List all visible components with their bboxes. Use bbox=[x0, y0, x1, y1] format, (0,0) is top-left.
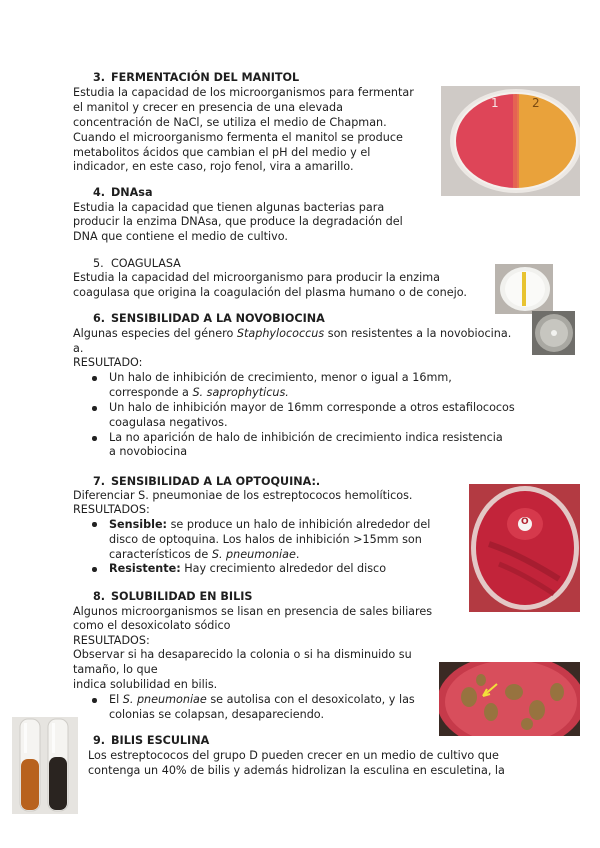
s7-bullet-1-line-3: característicos de S. pneumoniae. bbox=[109, 548, 300, 561]
s8-obs-line-3: indica solubilidad en bilis. bbox=[73, 678, 218, 691]
s8-bullet-1-line-1: El S. pneumoniae se autolisa con el desoxicolato, y las bbox=[109, 693, 415, 706]
s4-line-2: producir la enzima DNAsa, que produce la degradación del bbox=[73, 215, 403, 228]
section-7-title: SENSIBILIDAD A LA OPTOQUINA:. bbox=[111, 475, 321, 488]
section-5-number: 5. bbox=[93, 257, 104, 270]
bullet-dot bbox=[92, 567, 97, 572]
section-9-title: BILIS ESCULINA bbox=[111, 734, 210, 747]
section-4-heading bbox=[93, 185, 153, 200]
plate-label-2: 2 bbox=[532, 96, 540, 110]
s6-bullet-2-line-2: coagulasa negativos. bbox=[109, 416, 228, 429]
bile-solubility-photo bbox=[439, 662, 580, 736]
s6-line-1: Algunas especies del género Staphylococcus son resistentes a la novobiocina. bbox=[73, 327, 512, 340]
section-3-number: 3. bbox=[93, 71, 106, 84]
section-7-heading bbox=[93, 474, 320, 489]
section-6-title: SENSIBILIDAD A LA NOVOBIOCINA bbox=[111, 312, 325, 325]
s4-line-1: Estudia la capacidad que tienen algunas bacterias para bbox=[73, 201, 385, 214]
s8-line-1: Algunos microorganismos se lisan en presencia de sales biliares bbox=[73, 605, 433, 618]
section-4-number: 4. bbox=[93, 186, 106, 199]
novobiocin-plate-photo bbox=[532, 311, 575, 355]
section-8-number: 8. bbox=[93, 590, 106, 603]
bullet-dot bbox=[92, 436, 97, 441]
s8-bullet-1-line-2: colonias se colapsan, desapareciendo. bbox=[109, 708, 325, 721]
bullet-dot bbox=[92, 522, 97, 527]
s5-line-2: coagulasa que origina la coagulación del plasma humano o de conejo. bbox=[73, 286, 467, 299]
sensible-label: Sensible: bbox=[109, 518, 168, 531]
s3-line-3: concentración de NaCl, se utiliza el medio de Chapman. bbox=[73, 116, 387, 129]
bullet-dot bbox=[92, 376, 97, 381]
section-6-number: 6. bbox=[93, 312, 106, 325]
s-pneumoniae-term: S. pneumoniae bbox=[211, 548, 296, 561]
s3-line-5: metabolitos ácidos que cambian el pH del medio y el bbox=[73, 146, 371, 159]
plate-label-1: 1 bbox=[491, 96, 499, 110]
s7-bullet-2-line-1: Resistente: Hay crecimiento alrededor del disco bbox=[109, 562, 387, 575]
section-5-title: COAGULASA bbox=[111, 257, 181, 270]
s3-line-4: Cuando el microorganismo fermenta el manitol se produce bbox=[73, 131, 403, 144]
s4-line-3: DNA que contiene el medio de cultivo. bbox=[73, 230, 288, 243]
section-3-heading bbox=[93, 70, 299, 85]
section-8-title: SOLUBILIDAD EN BILIS bbox=[111, 590, 253, 603]
s3-line-1: Estudia la capacidad de los microorganismos para fermentar bbox=[73, 86, 414, 99]
section-8-heading bbox=[93, 589, 252, 604]
section-6-heading bbox=[93, 311, 325, 326]
section-5-heading bbox=[93, 256, 181, 271]
s8-line-2: como el desoxicolato sódico bbox=[73, 619, 231, 632]
bullet-dot bbox=[92, 406, 97, 411]
optochin-plate-photo bbox=[469, 484, 580, 612]
staphylococcus-term: Staphylococcus bbox=[236, 327, 325, 340]
resistente-label: Resistente: bbox=[109, 562, 181, 575]
s6-line-2: a. bbox=[73, 342, 84, 355]
s7-line-1: Diferenciar S. pneumoniae de los estreptococos hemolíticos. bbox=[73, 489, 413, 502]
s-saprophyticus-term: S. saprophyticus. bbox=[192, 386, 289, 399]
s6-bullet-2-line-1: Un halo de inhibición mayor de 16mm corresponde a otros estafilococos bbox=[109, 401, 515, 414]
coagulase-tube-photo bbox=[495, 264, 553, 314]
bile-esculin-tubes-photo bbox=[12, 717, 78, 814]
s9-line-2: contenga un 40% de bilis y además hidrolizan la esculina en esculetina, la bbox=[88, 764, 505, 777]
s-pneumoniae-term: S. pneumoniae bbox=[122, 693, 207, 706]
section-9-number: 9. bbox=[93, 734, 106, 747]
bullet-dot bbox=[92, 698, 97, 703]
optochin-disk-label: O bbox=[521, 517, 529, 527]
section-4-title: DNAsa bbox=[111, 186, 153, 199]
chapman-plate-photo bbox=[441, 86, 580, 196]
s8-obs-line-2: tamaño, lo que bbox=[73, 663, 158, 676]
s9-line-1: Los estreptococos del grupo D pueden crecer en un medio de cultivo que bbox=[88, 749, 499, 762]
s8-resultados-label: RESULTADOS: bbox=[73, 634, 150, 647]
s7-bullet-1-line-1: Sensible: se produce un halo de inhibición alrededor del bbox=[109, 518, 431, 531]
section-9-heading bbox=[93, 733, 209, 748]
s6-bullet-1-line-2: corresponde a S. saprophyticus. bbox=[109, 386, 289, 399]
s7-resultados-label: RESULTADOS: bbox=[73, 503, 150, 516]
s3-line-6: indicador, en este caso, rojo fenol, vira a amarillo. bbox=[73, 160, 354, 173]
s6-resultado-label: RESULTADO: bbox=[73, 356, 143, 369]
s3-line-2: el manitol y crecer en presencia de una elevada bbox=[73, 101, 343, 114]
section-7-number: 7. bbox=[93, 475, 106, 488]
s6-bullet-1-line-1: Un halo de inhibición de crecimiento, menor o igual a 16mm, bbox=[109, 371, 452, 384]
s5-line-1: Estudia la capacidad del microorganismo para producir la enzima bbox=[73, 271, 440, 284]
s6-bullet-3-line-2: a novobiocina bbox=[109, 445, 188, 458]
section-3-title: FERMENTACIÓN DEL MANITOL bbox=[111, 71, 300, 84]
s7-bullet-1-line-2: disco de optoquina. Los halos de inhibición >15mm son bbox=[109, 533, 422, 546]
s6-bullet-3-line-1: La no aparición de halo de inhibición de crecimiento indica resistencia bbox=[109, 431, 503, 444]
s8-obs-line-1: Observar si ha desaparecido la colonia o si ha disminuido su bbox=[73, 648, 412, 661]
